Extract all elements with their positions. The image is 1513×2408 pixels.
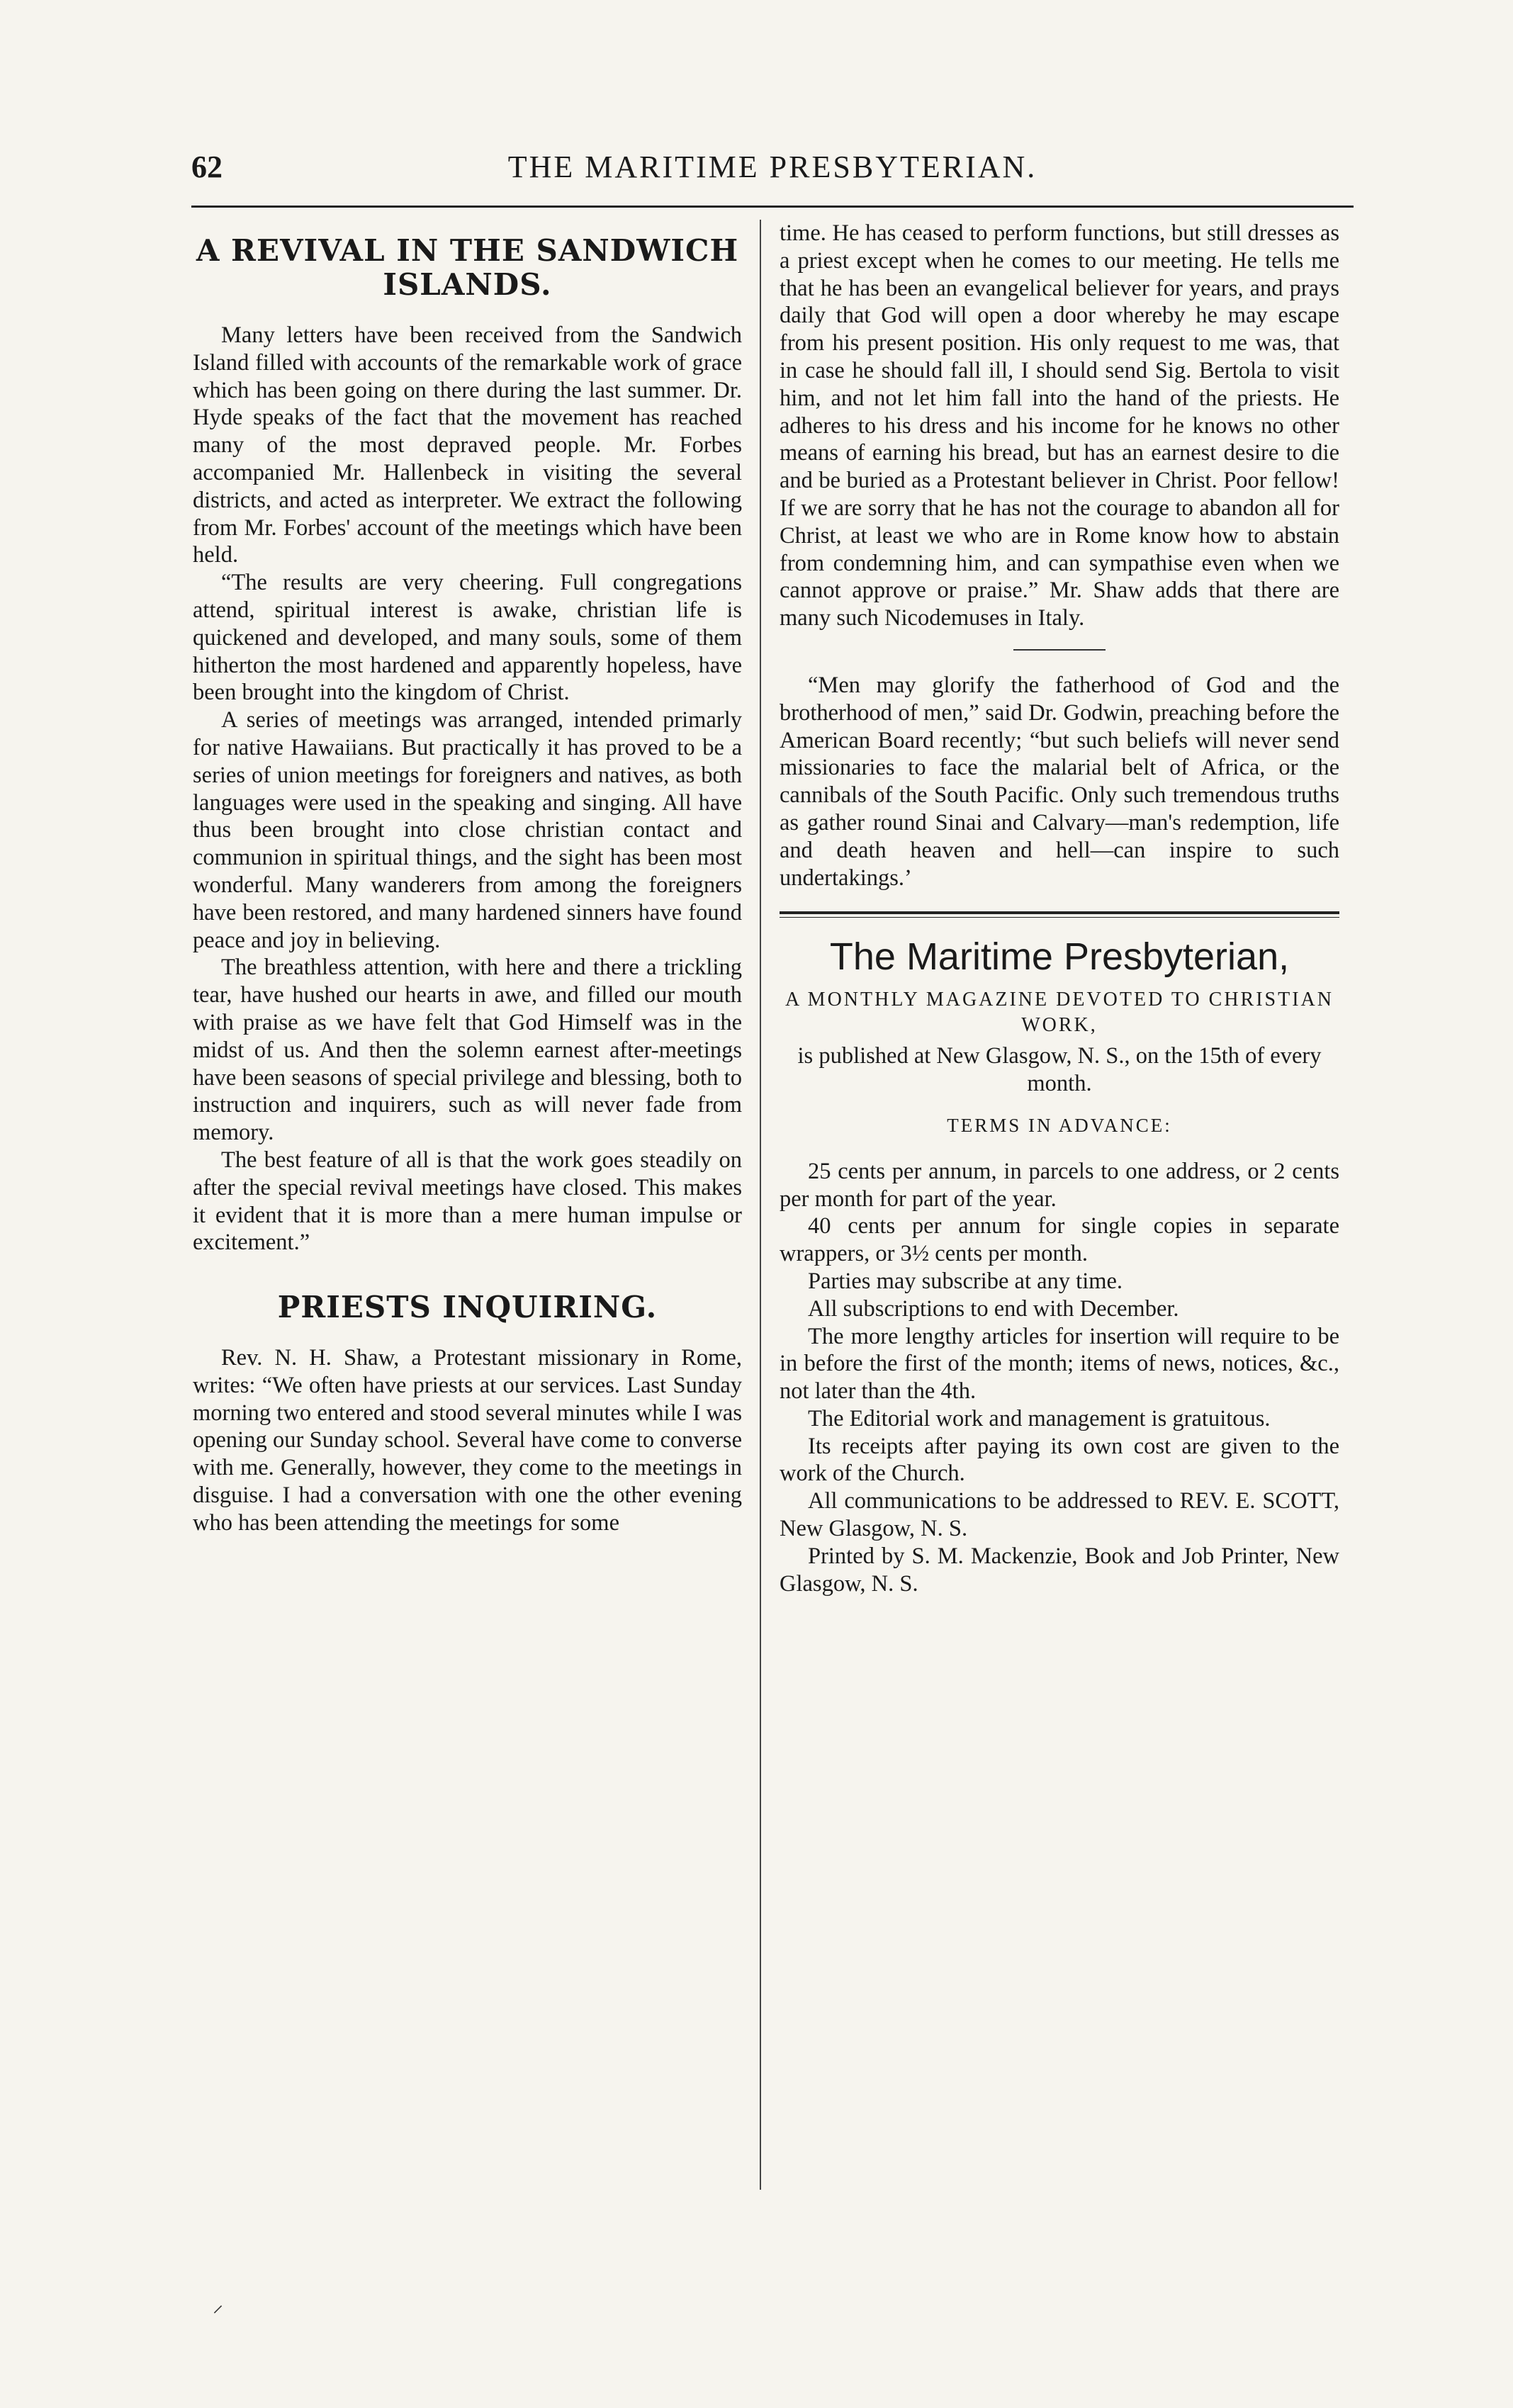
masthead-subtitle: A MONTHLY MAGAZINE DEVOTED TO CHRISTIAN WORK, bbox=[785, 989, 1334, 1037]
right-column bbox=[780, 220, 1339, 1597]
terms-item: Its receipts after paying its own cost are given to the work of the Church. bbox=[780, 1433, 1339, 1487]
terms-item: Parties may subscribe at any time. bbox=[808, 1268, 1123, 1294]
terms-heading: TERMS IN ADVANCE: bbox=[947, 1114, 1172, 1136]
terms-item: 40 cents per annum for single copies in separate wrappers, or 3½ cents per month. bbox=[780, 1213, 1339, 1267]
quote-paragraph: “Men may glorify the fatherhood of God and the brotherhood of men,” said Dr. Godwin, preaching before the American Board recently; “but such beliefs will never send missionaries to face the malarial belt of Africa, or the cannibals of the South Pacific. Only such tremendous truths as gather round Sinai and Calvary—man's redemption, life and death heaven and hell—can inspire to such undertakings.’ bbox=[780, 672, 1339, 891]
terms-item: All communications to be addressed to REV. E. SCOTT, New Glasgow, N. S. bbox=[780, 1488, 1339, 1542]
left-column bbox=[193, 220, 742, 1537]
running-head bbox=[191, 149, 1354, 191]
article-paragraph: The breathless attention, with here and there a trickling tear, have hushed our hearts in awe, and filled our mouth with praise as we have felt that God Himself was in the midst of us. And then the solemn earnest after-meetings have been seasons of special privilege and blessing, both to instruction and inquirers, such as will never fade from memory. bbox=[193, 955, 742, 1146]
column-divider bbox=[760, 220, 761, 2190]
page-number: 62 bbox=[191, 150, 223, 184]
masthead-rule bbox=[780, 911, 1339, 918]
article-paragraph: A series of meetings was arranged, intended primarly for native Hawaiians. But practically it has proved to be a series of union meetings for foreigners and natives, as both languages were used in the speaking and singing. All have thus been brought into close christian contact and communion in spiritual things, and the sight has been most wonderful. Many wanderers from among the foreigners have been restored, and many hardened sinners have found peace and joy in believing. bbox=[193, 707, 742, 953]
article-paragraph: Many letters have been received from the Sandwich Island filled with accounts of the remarkable work of grace which has been going on there during the last summer. Dr. Hyde speaks of the fact that the movement has reached many of the most depraved people. Mr. Forbes accompanied Mr. Hallenbeck in visiting the several districts, and acted as interpreter. We extract the following from Mr. Forbes' account of the meetings which have been held. bbox=[193, 322, 742, 568]
section-divider bbox=[1013, 649, 1106, 651]
journal-title: THE MARITIME PRESBYTERIAN. bbox=[507, 150, 1037, 184]
article-heading-revival: A REVIVAL IN THE SANDWICH ISLANDS. bbox=[196, 233, 739, 302]
terms-item: 25 cents per annum, in parcels to one address, or 2 cents per month for part of the year. bbox=[780, 1158, 1339, 1212]
article-paragraph: The best feature of all is that the work goes steadily on after the special revival meetings have closed. This makes it evident that it is more than a mere human impulse or excitement.” bbox=[193, 1147, 742, 1256]
masthead-title: The Maritime Presbyterian, bbox=[829, 935, 1290, 979]
article-continuation: time. He has ceased to perform functions, but still dresses as a priest except when he comes to our meeting. He tells me that he has been an evangelical believer for years, and prays daily that God will open a door whereby he may escape from his present position. His only request to me was, that in case he should fall ill, I should send Sig. Bertola to visit him, and not let him fall into the hand of the priests. He adheres to his dress and his income for he knows no other means of earning his bread, but has an earnest desire to die and be buried as a Protestant believer in Christ. Poor fellow! If we are sorry that he has not the courage to abandon all for Christ, at least we who are in Rome know how to abstain from condemning him, and can sympathise even when we cannot approve or praise.” Mr. Shaw adds that there are many such Nicodemuses in Italy. bbox=[780, 220, 1339, 631]
terms-item: The more lengthy articles for insertion will require to be in before the first of the month; items of news, notices, &c., not later than the 4th. bbox=[780, 1323, 1339, 1405]
terms-item: All subscriptions to end with December. bbox=[808, 1295, 1179, 1322]
terms-item: The Editorial work and management is gratuitous. bbox=[808, 1405, 1271, 1431]
header-rule bbox=[191, 206, 1354, 208]
article-heading-priests: PRIESTS INQUIRING. bbox=[277, 1290, 658, 1325]
masthead-publication: is published at New Glasgow, N. S., on the 15th of every month. bbox=[797, 1043, 1322, 1097]
terms-item: Printed by S. M. Mackenzie, Book and Job Printer, New Glasgow, N. S. bbox=[780, 1543, 1339, 1597]
stray-mark: ⸝ bbox=[213, 2293, 223, 2317]
article-paragraph: “The results are very cheering. Full congregations attend, spiritual interest is awake, christian life is quickened and developed, and many souls, some of them hitherton the most hardened and apparently hopeless, have been brought into the kingdom of Christ. bbox=[193, 570, 742, 706]
article-paragraph: Rev. N. H. Shaw, a Protestant missionary in Rome, writes: “We often have priests at our services. Last Sunday morning two entered and stood several minutes while I was opening our Sunday school. Several have come to converse with me. Generally, however, they come to the meetings in disguise. I had a conversation with one the other evening who has been attending the meetings for some bbox=[193, 1345, 742, 1536]
